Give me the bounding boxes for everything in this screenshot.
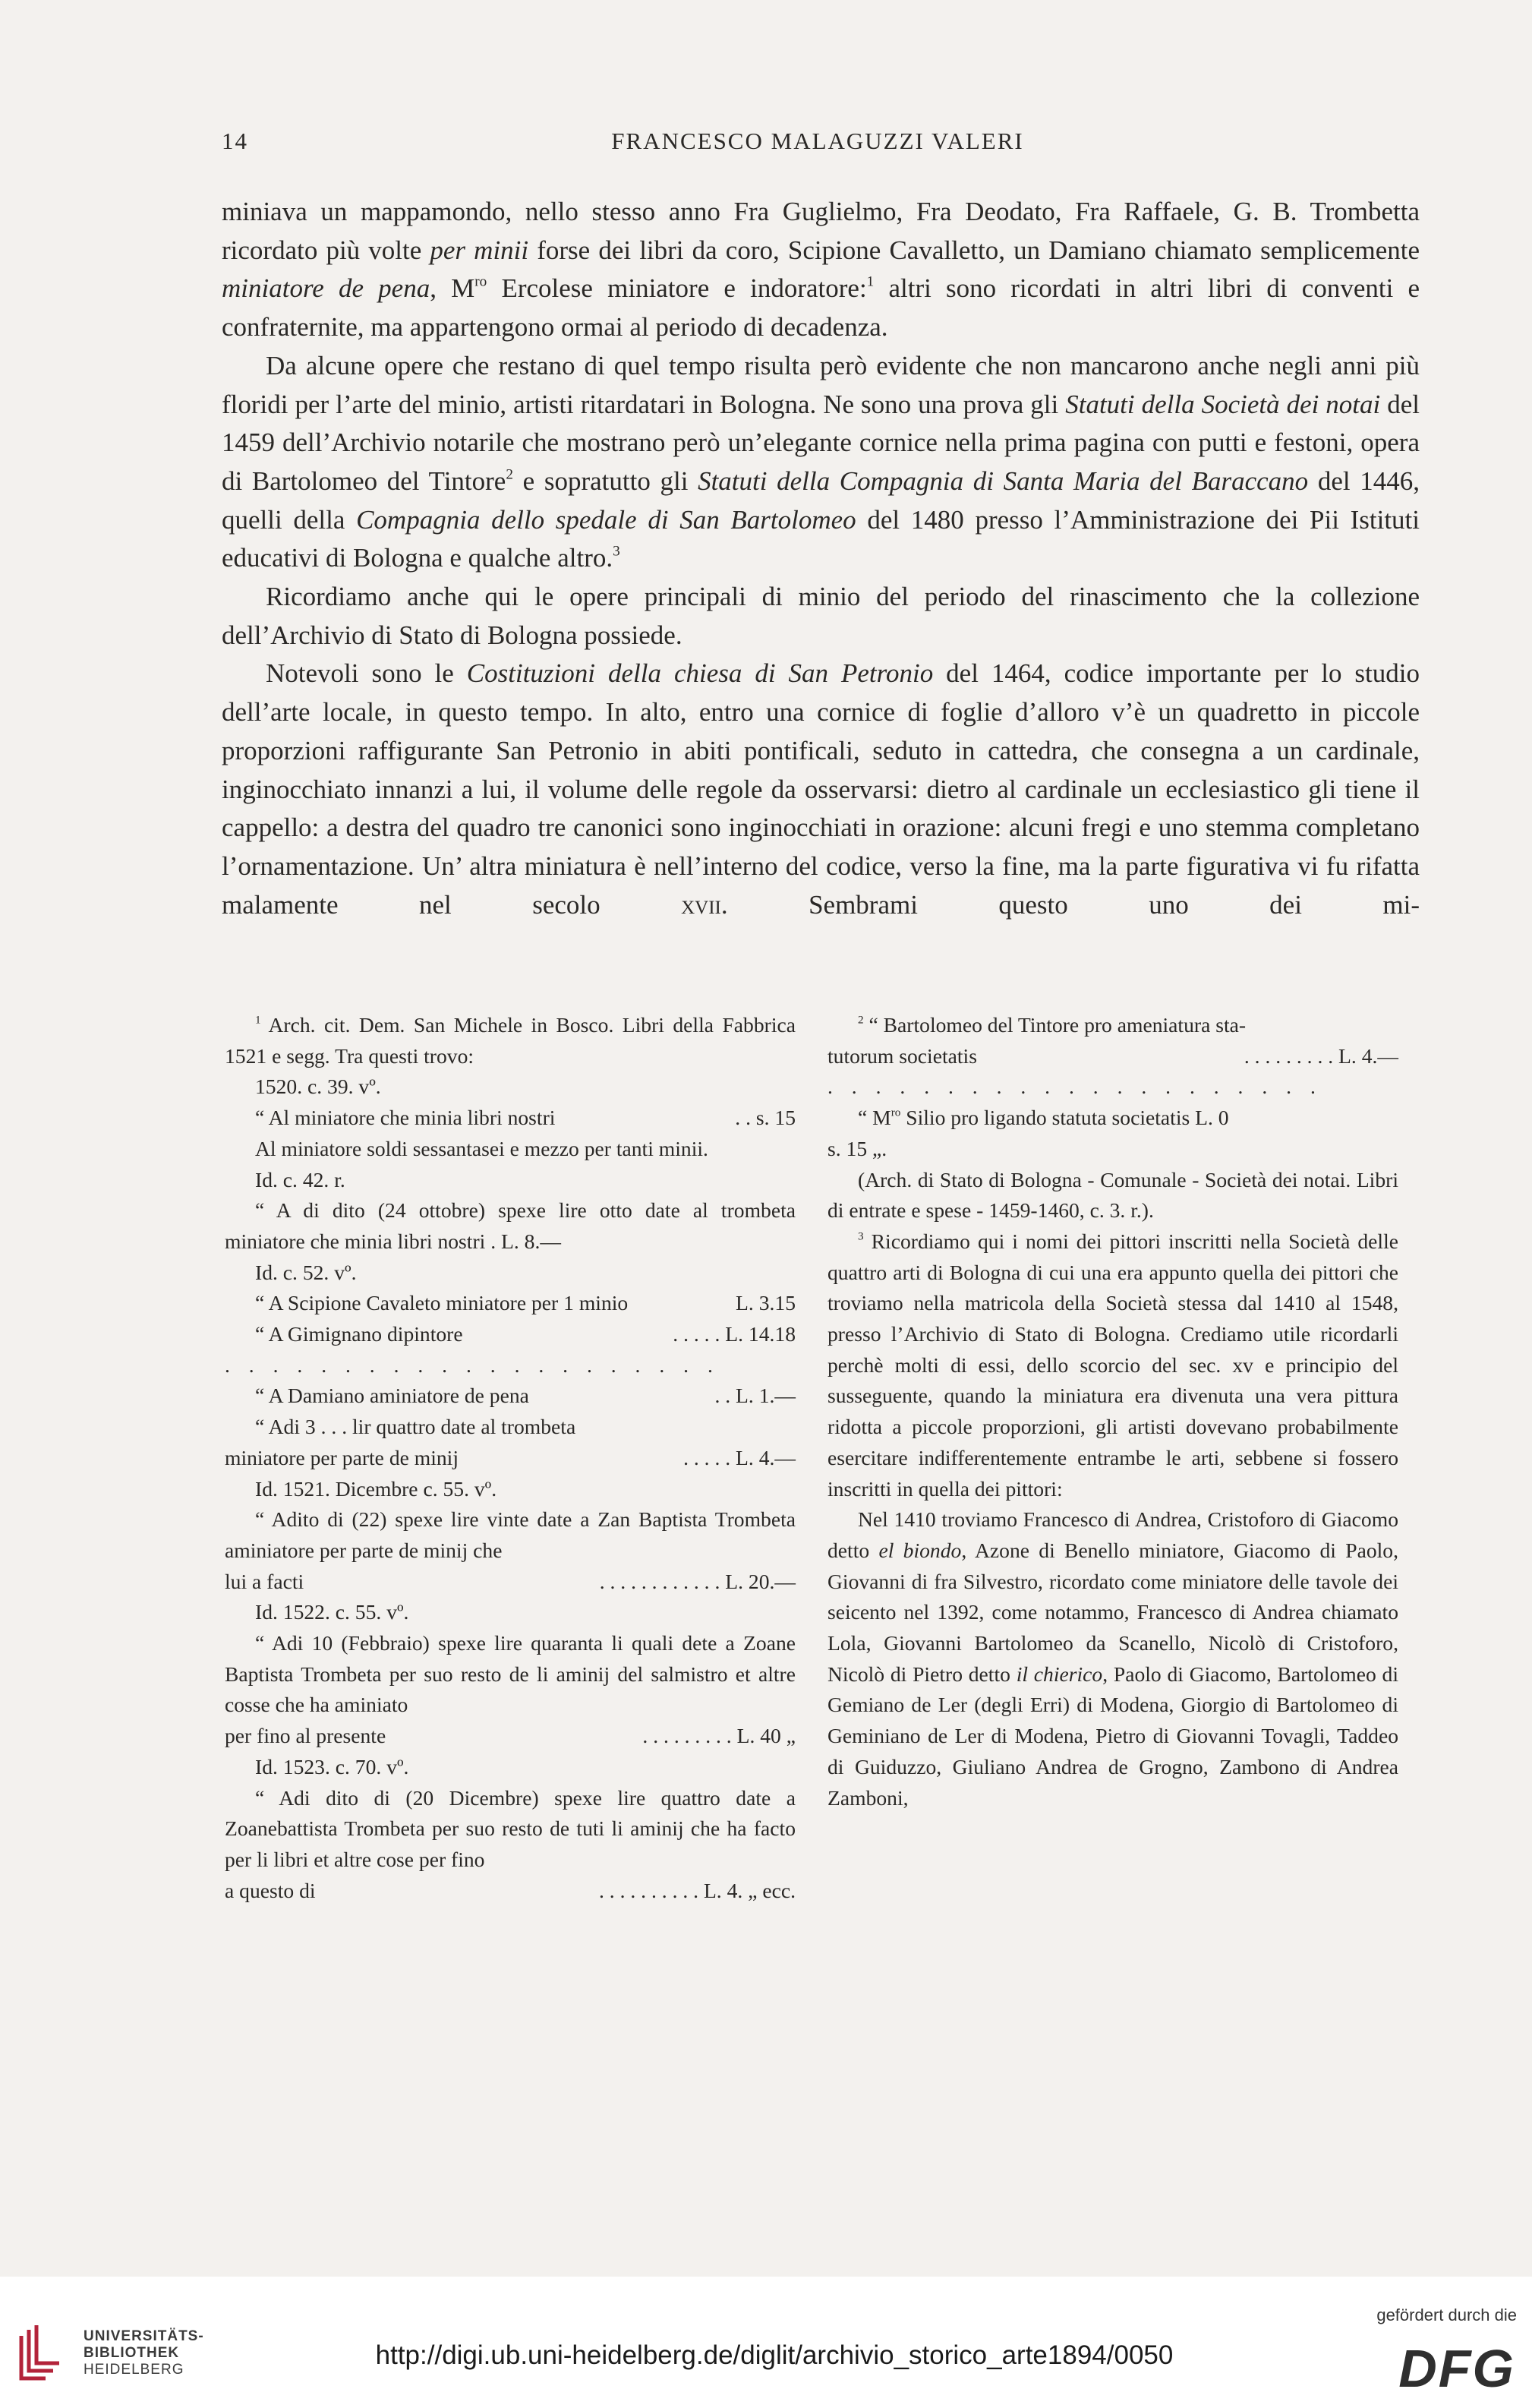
footnote-line: (Arch. di Stato di Bologna - Comunale - Società dei notai. Libri di entrate e spese - 1459-1460, c. 3. r.). [827,1167,1398,1223]
footnote-line: a questo di . . . . . . . . . . L. 4. „ ecc. [225,1878,796,1902]
footer-bar [0,2277,1532,2408]
footnote: $^3$ Ricordiamo qui i nomi dei pittori inscritti nella Società delle quattro arti di Bologna di cui una era appunto quella dei pittori che troviamo nella matricola della Società stessa dal 1410 al 1548, presso l’Archivio di Stato di Bologna. Crediamo utile ricordarli perchè molti di essi, dello scorcio del sec. xv e principio del susseguente, quando la miniatura era divenuta una vera pittura ridotta a piccole proporzioni, gli artisti dovevano probabilmente esercitare indifferentemente entrambe le arti, sebbene si fossero inscritti in quella dei pittori: [827,1229,1398,1501]
running-title: FRANCESCO MALAGUZZI VALERI [611,128,1024,154]
footnote-line: Id. c. 52. vº. [255,1260,357,1284]
footnote-line: Id. 1521. Dicembre c. 55. vº. [255,1476,497,1501]
footnote-line: “ A Scipione Cavaleto miniatore per 1 minio L. 3.15 [255,1291,796,1315]
footnote-line: lui a facti . . . . . . . . . . . . L. 20.— [225,1569,796,1593]
paragraph: miniava un mappamondo, nello stesso anno Fra Guglielmo, Fra Deodato, Fra Raffaele, G. B. Trombetta ricordato più volte per minii forse dei libri da coro, Scipione Cavalletto, un Damiano chiamato semplicemente miniatore de pena, $M^{ro}$ Ercolese miniatore e indoratore:$^1$ altri sono ricordati in altri libri di conventi e confraternite, ma appartengono ormai al periodo di decadenza. [222,197,1420,342]
paragraph: Ricordiamo anche qui le opere principali di minio del periodo del rinascimento che la collezione dell’Archivio di Stato di Bologna possiede. [222,582,1420,650]
footnote-line: Nel 1410 troviamo Francesco di Andrea, Cristoforo di Giacomo detto el biondo, Azone di Benello miniatore, Giacomo di Paolo, Giovanni di fra Silvestro, ricordato come miniatore delle tavole dei seicento nel 1392, come notammo, Francesco di Andrea chiamato Lola, Giovanni Bartolomeo da Scanello, Nicolò di Cristoforo, Nicolò di Pietro detto il chierico, Paolo di Giacomo, Bartolomeo di Gemiano de Ler (degli Erri) di Modena, Giorgio di Bartolomeo di Geminiano de Ler di Modena, Pietro di Giovanni Tovagli, Taddeo di Guiduzzo, Giuliano Andrea de Grogno, Zambono di Andrea Zamboni, [827,1507,1398,1810]
footnote-line: Id. 1522. c. 55. vº. [255,1600,409,1624]
funding-caption: gefördert durch die [1376,2305,1517,2324]
page-number: 14 [222,128,248,154]
footnote-line: miniatore per parte de minij . . . . . L. 4.— [225,1445,796,1469]
footnote-line: “ Adi 10 (Febbraio) spexe lire quaranta li quali dete a Zoane Baptista Trombeta per suo resto de li aminij del salmistro et altre cosse che ha aminiato [225,1631,796,1717]
footnote-ref: 3 [613,543,620,560]
paragraph: Da alcune opere che restano di quel tempo risulta però evidente che non mancarono anche negli anni più floridi per l’arte del minio, artisti ritardatari in Bologna. Ne sono una prova gli Statuti della Società dei notai del 1459 dell’Archivio notarile che mostrano però un’elegante cornice nella prima pagina con putti e festoni, opera di Bartolomeo del Tintore$^2$ e sopratutto gli Statuti della Compagnia di Santa Maria del Baraccano del 1446, quelli della Compagnia dello spedale di San Bartolomeo del 1480 presso l’Amministrazione dei Pii Istituti educativi di Bologna e qualche altro.$^3$ [222,350,1420,573]
footnote-ref: 2 [506,466,513,483]
footnote-ref: 1 [866,273,875,290]
footnote-line: “ $M^{ro}$ Silio pro ligando statuta societatis L. 0 [858,1106,1229,1130]
permalink-url[interactable]: http://digi.ub.uni-heidelberg.de/diglit/archivio_storico_arte1894/0050 [375,2340,1174,2370]
footnote-line: s. 15 „. [827,1136,887,1160]
footnote-line: 1520. c. 39. vº. [255,1075,381,1099]
footnote-dots: . . . . . . . . . . . . . . . . . . . . . [827,1075,1322,1099]
library-logo-icon [15,2324,64,2384]
footnote-line: “ Al miniatore che minia libri nostri . . s. 15 [255,1106,796,1130]
footnote-line: “ A Damiano aminiatore de pena . . L. 1.— [255,1384,796,1408]
main-text [222,193,1420,924]
footnotes-left-column [225,1010,796,1906]
paragraph: Notevoli sono le Costituzioni della chiesa di San Petronio del 1464, codice importante per lo studio dell’arte locale, in questo tempo. In alto, entro una cornice di foglie d’alloro v’è un quadretto in piccole proporzioni raffigurante San Petronio in abiti pontificali, seduto in cattedra, che consegna a un cardinale, inginocchiato innanzi a lui, il volume delle regole da osservarsi: dietro al cardinale un ecclesiastico gli tiene il cappello: a destra del quadro tre canonici sono inginocchiati in orazione: alcuni fregi e uno stemma completano l’ornamentazione. Un’ altra miniatura è nell’interno del codice, verso la fine, ma la parte figurativa vi fu rifatta malamente nel secolo xvii. Sembrami questo uno dei mi- [222,658,1420,920]
footnote: $^1$ Arch. cit. Dem. San Michele in Bosco. Libri della Fabbrica 1521 e segg. Tra questi trovo: [225,1013,796,1068]
footnote-line: tutorum societatis . . . . . . . . . L. 4.— [827,1043,1398,1068]
footnote-line: per fino al presente . . . . . . . . . L. 40 „ [225,1724,796,1748]
footnote: $^2$ “ Bartolomeo del Tintore pro ameniatura sta- [858,1013,1247,1037]
footnotes-right-column [827,1010,1398,1813]
footnote-line: Al miniatore soldi sessantasei e mezzo per tanti minii. [255,1136,708,1160]
page-header [222,128,1414,166]
library-name: UNIVERSITÄTS- BIBLIOTHEK HEIDELBERG [84,2328,204,2378]
footnote-line: “ Adito di (22) spexe lire vinte date a Zan Baptista Trombeta aminiatore per parte de minij che [225,1507,796,1562]
dfg-logo-icon: DFG [1398,2339,1515,2398]
footnote-line: Id. c. 42. r. [255,1167,345,1191]
footnote-line: “ Adi dito di (20 Dicembre) spexe lire quattro date a Zoanebattista Trombeta per suo resto de tuti li aminij che ha facto per li libri et altre cose per fino [225,1785,796,1871]
footnote-line: Id. 1523. c. 70. vº. [255,1754,409,1778]
footnote-line: “ Adi 3 . . . lir quattro date al trombeta [255,1415,576,1439]
footnote-dots: . . . . . . . . . . . . . . . . . . . . . [225,1352,720,1377]
footnote-line: “ A di dito (24 ottobre) spexe lire otto date al trombeta miniatore che minia libri nostri . L. 8.— [225,1198,796,1253]
footnote-line: “ A Gimignano dipintore . . . . . L. 14.18 [255,1322,796,1346]
